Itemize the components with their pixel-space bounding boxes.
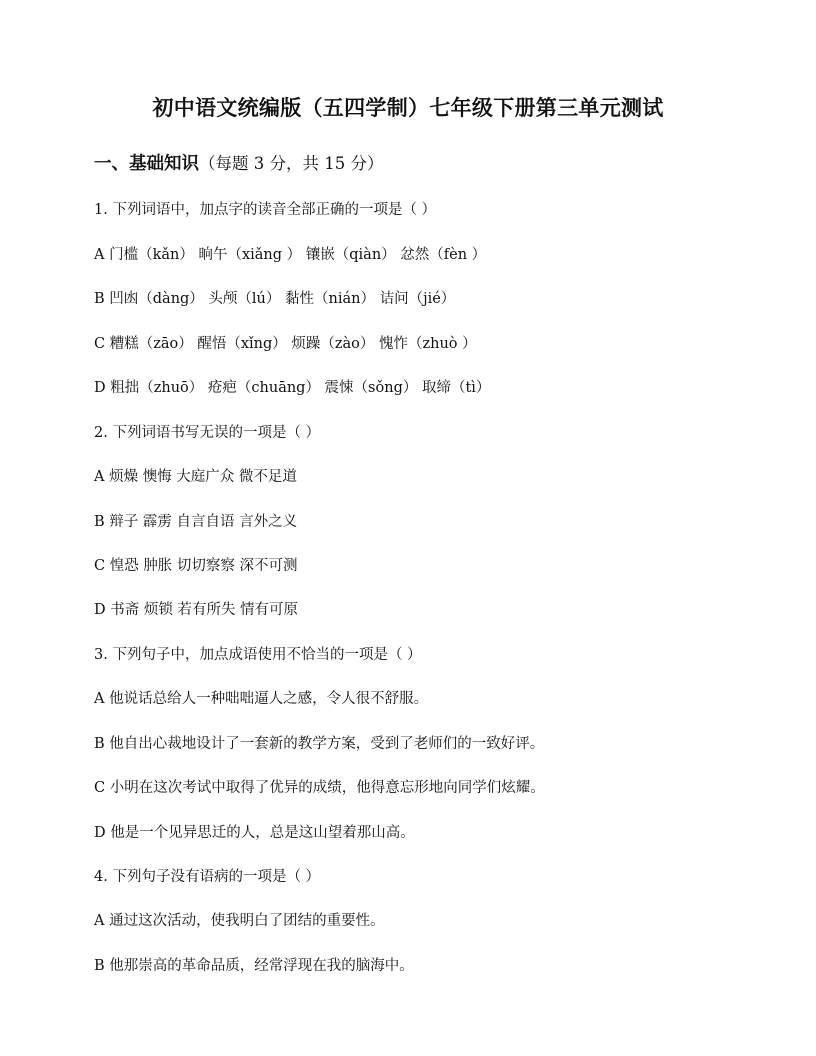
question-1-option-c: C 糟糕（zāo） 醒悟（xǐng） 烦躁（zào） 愧怍（zhuò ） <box>94 336 477 352</box>
question-4-option-a: A 通过这次活动，使我明白了团结的重要性。 <box>94 913 385 929</box>
question-4-option-b: B 他那崇高的革命品质，经常浮现在我的脑海中。 <box>94 958 414 974</box>
question-4-stem: 4. 下列句子没有语病的一项是（ ） <box>94 869 321 885</box>
question-3-option-c: C 小明在这次考试中取得了优异的成绩，他得意忘形地向同学们炫耀。 <box>94 780 545 796</box>
section-heading-text: 一、基础知识 <box>94 154 199 174</box>
question-2-option-b: B 辩子 霹雳 自言自语 言外之义 <box>94 514 298 530</box>
question-1-option-b: B 凹凼（dàng） 头颅（lú） 黏性（nián） 诘问（jié） <box>94 291 456 307</box>
question-2-option-c: C 惶恐 肿胀 切切察察 深不可测 <box>94 558 298 574</box>
question-3-option-b: B 他自出心裁地设计了一套新的教学方案，受到了老师们的一致好评。 <box>94 736 545 752</box>
question-2-stem: 2. 下列词语书写无误的一项是（ ） <box>94 425 321 441</box>
section-heading <box>94 150 383 175</box>
question-2-option-a: A 烦燥 懊悔 大庭广众 微不足道 <box>94 469 297 485</box>
question-3-option-a: A 他说话总给人一种咄咄逼人之感，令人很不舒服。 <box>94 691 429 707</box>
question-3-stem: 3. 下列句子中，加点成语使用不恰当的一项是（ ） <box>94 647 422 663</box>
question-3-option-d: D 他是一个见异思迁的人，总是这山望着那山高。 <box>94 825 415 841</box>
question-1-stem: 1. 下列词语中，加点字的读音全部正确的一项是（ ） <box>94 202 437 218</box>
question-1-option-a: A 门槛（kǎn） 晌午（xiǎng ） 镶嵌（qiàn） 忿然（fèn ） <box>94 247 487 263</box>
question-1-option-d: D 粗拙（zhuō） 疮疤（chuāng） 震悚（sǒng） 取缔（tì） <box>94 380 491 396</box>
question-2-option-d: D 书斋 烦锁 若有所失 情有可原 <box>94 602 299 618</box>
section-score-note: （每题 3 分，共 15 分） <box>199 154 384 173</box>
document-title: 初中语文统编版（五四学制）七年级下册第三单元测试 <box>152 95 664 120</box>
